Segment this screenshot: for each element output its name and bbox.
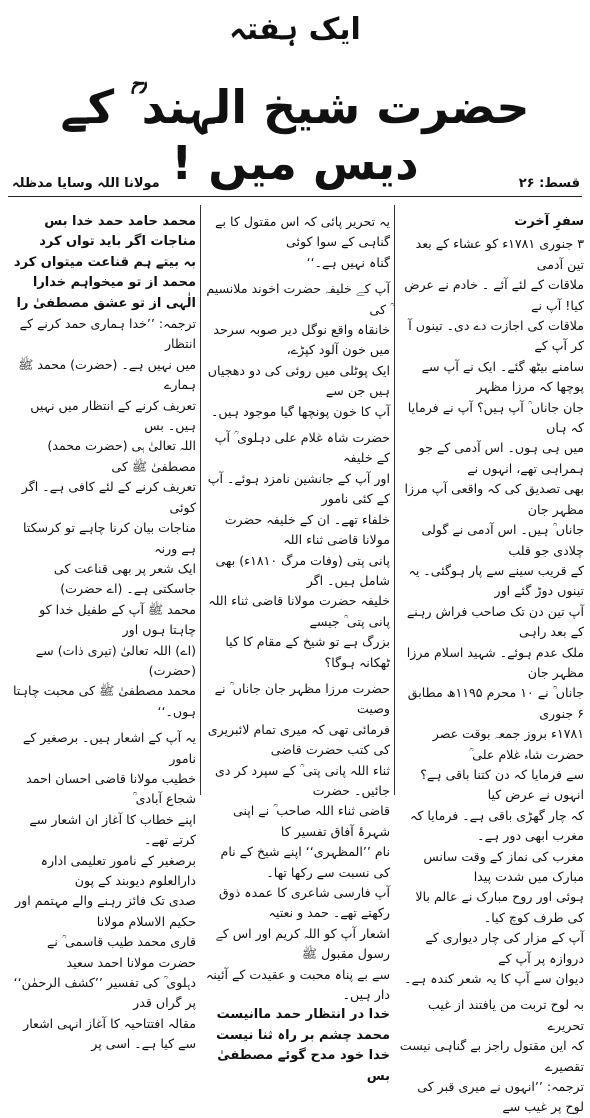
- text-line: کہ این مقتول راجز بے گناہی نیست تقصیرے: [399, 1038, 584, 1074]
- article-column-left: [10, 212, 196, 1052]
- text-line: آپ فارسی شاعری کا عمدہ ذوق رکھتے تھے۔ حمد و نعتیہ: [218, 885, 390, 921]
- author-name: مولانا اللہ وسایا مدظلہ: [12, 176, 160, 191]
- text-line: اپنے خطاب کا آغاز ان اشعار سے کرتے تھے۔: [29, 811, 196, 848]
- text-line: خلفاء تھے۔ ان کے خلیفہ حضرت مولانا قاضی ثناء اللہ: [224, 511, 390, 548]
- text-line: قاضی ثناء اللہ صاحب ؒ نے اپنی شہرۂ آفاق تفسیر کا: [232, 803, 390, 839]
- text-line: جاناں ؒ نے ۱۰ محرم ۱۱۹۵ھ مطابق ۶ جنوری: [407, 685, 584, 721]
- verse-line: الٰہی از تو عشق مصطفیٰ را: [16, 295, 196, 311]
- verse-line: خدا در انتظار حمد ماانیست: [216, 1007, 390, 1023]
- article-title: حضرت شیخ الہند ؒ کے دیس میں !: [60, 80, 530, 190]
- text-line: برصغیر کے نامور تعلیمی ادارہ دارالعلوم دیوبند کے پون: [40, 852, 196, 888]
- text-line: یہ تحریر پائی کہ اس مقتول کا بے گناہی کے سوا کوئی: [215, 214, 390, 250]
- text-line: مقالہ افتتاحیہ کا آغاز انہی اشعار سے کیا ہے۔ اسی پر: [23, 1015, 196, 1052]
- series-title: ایک ہفتہ: [229, 12, 361, 47]
- verse-line: خدا خود مدح گوئے مصطفیٰ بس: [217, 1048, 390, 1084]
- text-line: سے بے پناہ محبت و عقیدت کے آئینہ دار ہیں۔: [206, 966, 390, 1003]
- article-column-right: [398, 212, 584, 1115]
- verse-line: محمد چشم بر راہ ثنا نیست: [216, 1027, 390, 1043]
- text-line: ملک عدم ہوئے۔ شہید اسلام مرزا مظہر جان: [406, 644, 584, 680]
- verse-line: محمد حامد حمد خدا بس: [44, 214, 196, 229]
- text-line: پانی پتی (وفات مرگ ۱۸۱۰ء) بھی شامل ہیں۔ اگر: [215, 552, 390, 588]
- text-line: خطیب مولانا قاضی احسان احمد شجاع آبادی ؒ: [26, 770, 196, 807]
- text-line: کہ چار گھڑی باقی ہے۔ فرمایا کہ مغرب ابھی دور ہے۔: [410, 807, 584, 844]
- text-line: کے قریب سینے سے پار ہوگئی۔ یہ تینوں دوڑ گئے اور: [408, 562, 584, 599]
- text-line: گناہ نہیں ہے۔‘‘: [306, 254, 390, 270]
- text-line: ملاقات کی اجازت دے دی۔ تینوں آ کر آپ کے: [408, 318, 584, 354]
- text-line: خانقاہ واقع نوگل دیر صوبہ سرحد میں خون آلود کپڑے،: [213, 322, 390, 358]
- text-line: جان جاناں ؒ آپ ہیں؟ آپ نے فرمایا کہ ہاں: [407, 399, 584, 436]
- text-line: نام ’’المظہری‘‘ اپنے شیخ کے نام کی نسبت سے رکھا تھا۔: [220, 844, 390, 880]
- text-line: دہلوی ؒ کی تفسیر ’’کشف الرحمٰن‘‘ پر گراں قدر: [13, 975, 196, 1011]
- text-line: آپ کے مزار کی چار دیواری کے دروازہ پر آپ کے: [425, 930, 584, 966]
- text-line: حضرت شاہ غلام علی دہلوی ؒ آپ کے خلیفہ: [214, 430, 390, 466]
- verse-line: بہ بیتے ہم قناعت میتواں کرد: [13, 254, 196, 270]
- byline-bar: [8, 176, 582, 197]
- text-line: مغرب کی نماز کے وقت سانس مبارک میں شدت پیدا: [423, 848, 584, 884]
- text-line: اللہ تعالیٰ ہی (حضرت محمد) مصطفیٰ ﷺ کی: [47, 438, 196, 474]
- text-line: اور آپ کے جانشین نامزد ہوئے۔ آپ کے کئی نامور: [207, 470, 390, 507]
- text-line: ۳ جنوری ۱۷۸۱ء کو عشاء کے بعد تین آدمی: [415, 236, 584, 272]
- text-line: مناجات بیان کرنا چاہے تو کرسکتا ہے ورنہ: [22, 520, 196, 556]
- text-line: میں ہی ہوں۔ اس آدمی کے جو ہمراہی تھے، انہوں نے: [418, 440, 584, 476]
- text-line: ایک شعر پر بھی قناعت کی جاسکتی ہے۔ (اے حضرت): [53, 560, 196, 597]
- text-line: دیوان سے آپ کا یہ شعر کندہ ہے۔: [404, 971, 584, 987]
- text-line: آپ کا خون پونچھا گیا موجود ہیں۔: [211, 403, 390, 419]
- text-line: خلیفہ حضرت مولانا قاضی ثناء اللہ پانی پتی ؒ جیسے: [208, 593, 390, 629]
- text-line: قاری محمد طیب قاسمی ؒ نے حضرت مولانا احمد سعید: [47, 934, 196, 970]
- text-line: میں نہیں ہے۔ (حضرت) محمد ﷺ ہمارے: [18, 356, 196, 393]
- text-line: (اے) اللہ تعالیٰ (تیری ذات) سے (حضرت): [35, 642, 196, 678]
- text-line: ۱۷۸۱ء بروز جمعہ بوقت عصر حضرت شاہ غلام علی ؒ: [432, 726, 584, 762]
- installment-number: قسط: ۲۶: [518, 176, 580, 191]
- text-line: حضرت مرزا مظہر جان جاناں ؒ نے وصیت: [214, 680, 390, 717]
- verse-line: محمد از تو میخواہم خدارا: [32, 275, 196, 291]
- text-line: سامنے بیٹھ گئے۔ ایک نے آپ سے پوچھا کہ مرزا مظہر: [421, 358, 584, 395]
- verse-line: مناجات اگر باید تواں کرد: [39, 234, 196, 250]
- text-line: محمد ﷺ آپ کے طفیل خدا کو چاہتا ہوں اور: [39, 601, 196, 638]
- text-line: ہوئی اور روح مبارک نے عالم بالا کی طرف کوچ کیا۔: [415, 889, 584, 925]
- text-line: تعریف کرنے کے لئے کافی ہے۔ اگر کوئی: [21, 479, 196, 515]
- text-line: ثناء اللہ پانی پتی ؒ کے سپرد کر دی جائیں۔ حضرت: [215, 762, 390, 798]
- text-line: ملاقات کے لئے آئے ۔ خادم نے عرض کیا! آپ نے: [404, 277, 584, 313]
- text-line: بہ لوح تربت من یافتند از غیب تحریرے: [428, 997, 584, 1033]
- text-line: بھی تصدیق کی کہ واقعی آپ مرزا مظہر جان: [404, 481, 584, 517]
- section-heading: سفرِ آخرت: [514, 214, 584, 229]
- text-line: بزرگ ہے تو شیخ کے مقام کا کیا ٹھکانہ ہوگا؟: [225, 634, 390, 670]
- text-line: ترجمہ: ’’خدا ہماری حمد کرنے کے انتظار: [19, 316, 196, 352]
- text-line: ایک پوٹلی میں روئی کی دو دھجیاں ہیں جن سے: [207, 362, 390, 399]
- text-line: سے فرمایا کہ دن کتنا باقی ہے؟ انہوں نے عرض کیا: [420, 766, 584, 803]
- text-line: یہ آپ کے اشعار ہیں۔ برصغیر کے نامور: [22, 730, 196, 766]
- text-line: محمد مصطفیٰ ﷺ کی محبت چاہتا ہوں۔‘‘: [12, 683, 196, 719]
- text-line: اشعار آپ کو اللہ کریم اور اس کے رسول مقبول ﷺ: [216, 925, 390, 962]
- text-line: جاناں ؒ ہیں۔ اس آدمی نے گولی چلادی جو قلب: [421, 522, 584, 558]
- text-line: آپ کے خلیفہ حضرت اخوند ملانسیم ؒ کی: [206, 281, 390, 317]
- article-column-middle: [204, 212, 390, 1084]
- text-line: ترجمہ: ’’انہوں نے میری قبر کی لوح پر غیب سے: [417, 1079, 584, 1115]
- column-divider: [200, 205, 201, 795]
- text-line: صدی تک فائز رہنے والے مہتمم اور حکیم الاسلام مولانا: [15, 893, 196, 929]
- text-line: آپ تین دن تک صاحب فراش رہنے کے بعد راہی: [406, 603, 584, 640]
- text-line: تعریف کرنے کے انتظار میں نہیں ہیں۔ بس: [30, 397, 196, 434]
- column-divider: [394, 205, 395, 795]
- text-line: فرمائی تھی کہ میری تمام لائبریری کی کتب حضرت قاضی: [207, 721, 390, 758]
